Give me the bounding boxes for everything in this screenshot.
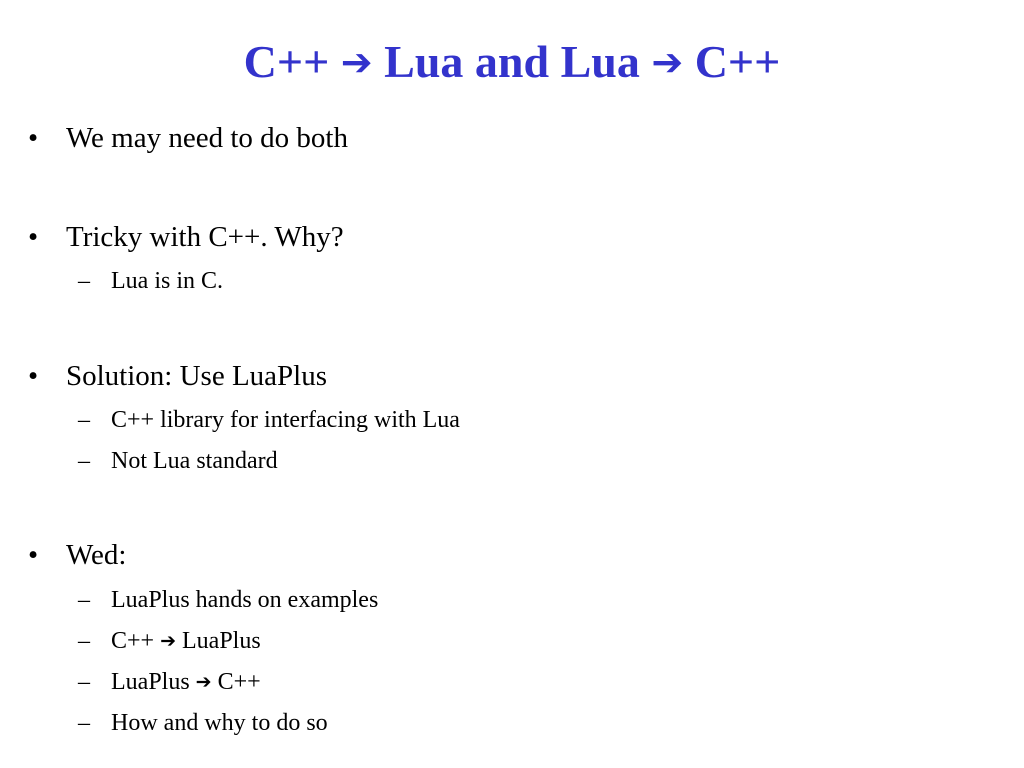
sub-item — [78, 446, 278, 476]
sub-marker: – — [78, 448, 90, 474]
sub-text-right: C++ — [217, 669, 261, 695]
bullet-text: Tricky with C++. Why? — [66, 221, 344, 253]
sub-text: Lua is in C. — [111, 268, 223, 294]
sub-text-left: LuaPlus — [111, 669, 190, 695]
sub-marker: – — [78, 669, 90, 695]
sub-text: Not Lua standard — [111, 448, 278, 474]
sub-text: LuaPlus hands on examples — [111, 587, 379, 613]
title-part-3: C++ — [694, 36, 781, 87]
sub-marker: – — [78, 268, 90, 294]
right-arrow-icon: ➔ — [340, 40, 373, 84]
bullet-marker: • — [28, 122, 39, 154]
bullet-text: Wed: — [66, 539, 127, 571]
sub-marker: – — [78, 407, 90, 433]
bullet-marker: • — [28, 539, 39, 571]
bullet-item — [28, 537, 126, 573]
sub-item — [78, 708, 328, 738]
sub-text-right: LuaPlus — [182, 628, 261, 654]
bullet-text: We may need to do both — [66, 122, 348, 154]
sub-marker: – — [78, 587, 90, 613]
right-arrow-icon: ➔ — [651, 40, 684, 84]
bullet-marker: • — [28, 360, 39, 392]
bullet-item — [28, 120, 348, 156]
sub-marker: – — [78, 628, 90, 654]
bullet-item — [28, 358, 327, 394]
title-part-1: C++ — [243, 36, 330, 87]
right-arrow-icon: ➔ — [160, 630, 176, 652]
bullet-marker: • — [28, 221, 39, 253]
sub-text: C++ library for interfacing with Lua — [111, 407, 460, 433]
sub-item — [78, 585, 378, 615]
bullet-text: Solution: Use LuaPlus — [66, 360, 328, 392]
sub-item — [78, 266, 223, 296]
sub-text-left: C++ — [111, 628, 155, 654]
sub-item — [78, 667, 261, 697]
sub-item — [78, 405, 460, 435]
sub-item — [78, 626, 261, 656]
title-part-2: Lua and Lua — [384, 36, 640, 87]
slide-title — [0, 34, 1024, 90]
sub-marker: – — [78, 710, 90, 736]
sub-text: How and why to do so — [111, 710, 328, 736]
right-arrow-icon: ➔ — [195, 671, 212, 693]
bullet-item — [28, 219, 344, 255]
